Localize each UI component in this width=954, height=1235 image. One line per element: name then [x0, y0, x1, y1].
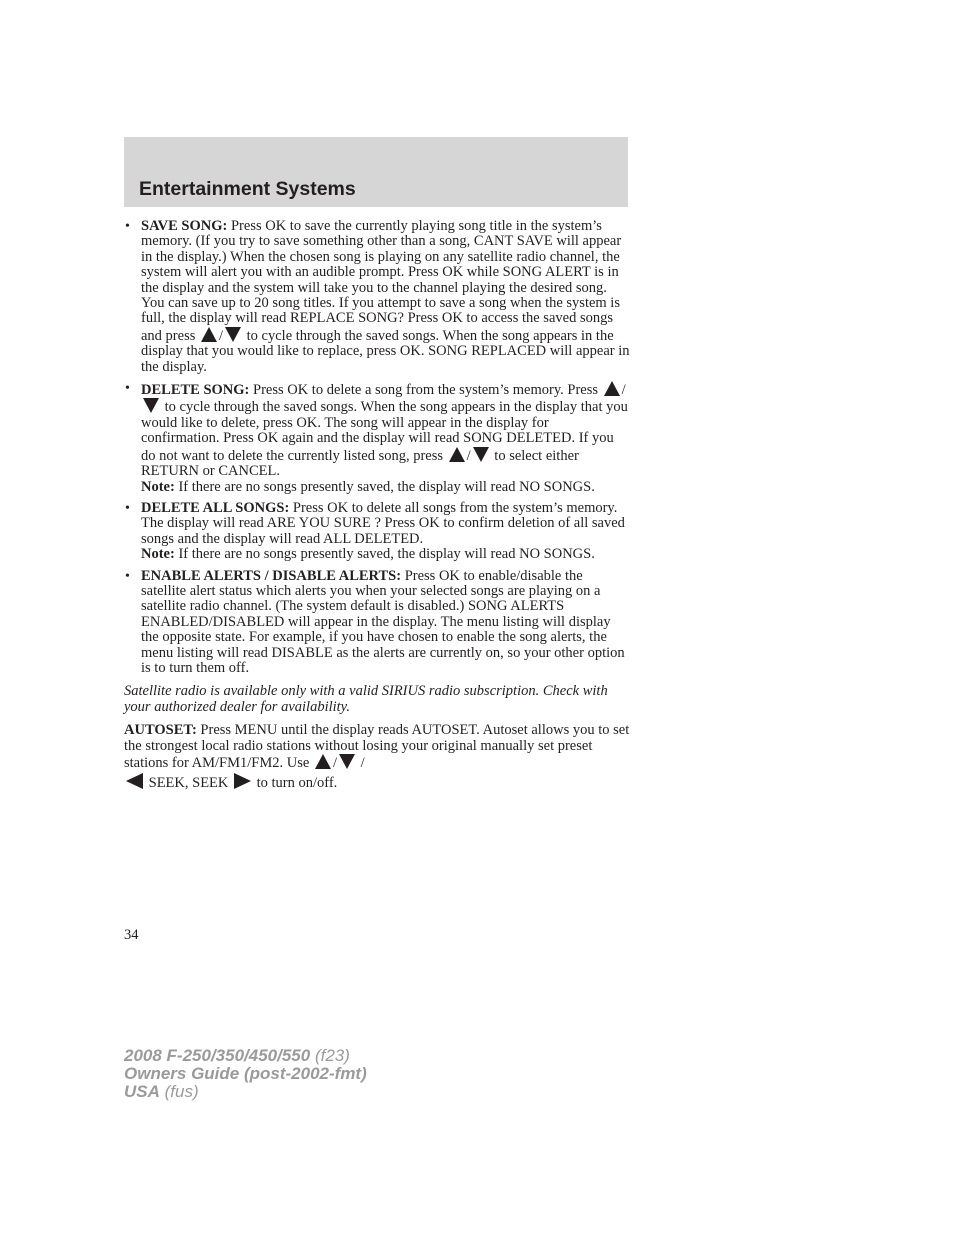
up-arrow-icon: [449, 447, 465, 462]
page-number: 34: [124, 927, 139, 943]
up-arrow-icon: [604, 381, 620, 396]
list-item-delete-all: [124, 501, 630, 563]
save-song-text-a: Press OK to save the currently playing song title in the system’s memory. (If you try to save something other than a song, CANT SAVE will appear in the display.) When the chosen song is playing on any satellite radio channel, the system will alert you with an audible prompt. Press OK while SONG ALERT is in the display and the system will take you to the channel playing the desired song. You can save up to 20 song titles. If you attempt to save a song when the system is full, the display will read REPLACE SONG? Press OK to access the saved songs and press: [141, 218, 622, 344]
section-header: [124, 137, 628, 207]
seek-text: SEEK, SEEK: [145, 775, 232, 792]
autoset-text-a: Press MENU until the display reads AUTOSET. Autoset allows you to set the strongest local radio stations without losing your original manually set preset stations for AM/FM1/FM2. Use: [124, 722, 630, 771]
footer-region-code: (fus): [159, 1082, 199, 1101]
delete-song-text-c: to select either RETURN or CANCEL.: [141, 447, 579, 480]
term-delete-all: DELETE ALL SONGS:: [141, 499, 290, 516]
down-arrow-icon: [143, 398, 159, 413]
note: [141, 480, 630, 495]
seek-right-icon: [234, 773, 251, 789]
up-arrow-icon: [201, 327, 217, 342]
separator: /: [466, 447, 471, 464]
separator: /: [360, 755, 365, 771]
page-content: [124, 219, 630, 792]
separator: /: [621, 382, 626, 399]
separator: /: [332, 755, 337, 771]
term-save-song: SAVE SONG:: [141, 218, 228, 234]
note-label: Note:: [141, 478, 175, 495]
note: [141, 547, 630, 562]
delete-song-text-a: Press OK to delete a song from the system’s memory. Press: [249, 382, 598, 399]
autoset-paragraph: [124, 723, 630, 792]
footer-line-1: [124, 1047, 367, 1065]
seek-left-icon: [126, 773, 143, 789]
footer-guide: Owners Guide (post-2002-fmt): [124, 1064, 367, 1083]
footer-line-3: [124, 1083, 367, 1101]
delete-all-text: Press OK to delete all songs from the system’s memory. The display will read ARE YOU SURE ? Press OK to confirm deletion of all saved songs and the display will read ALL DELETED.: [141, 499, 625, 547]
footer-code: (f23): [310, 1046, 350, 1065]
note-text: If there are no songs presently saved, the display will read NO SONGS.: [174, 478, 595, 495]
down-arrow-icon: [473, 447, 489, 462]
alerts-text: Press OK to enable/disable the satellite alert status which alerts you when your selected songs are playing on a satellite radio channel. (The system default is disabled.) SONG ALERTS ENABLED/DISABLED will appear in the display. The menu listing will display the opposite state. For example, if you have chosen to enable the song alerts, the menu listing will read DISABLE as the alerts are currently on, so your other option is to turn them off.: [141, 567, 625, 676]
availability-note: Satellite radio is available only with a valid SIRIUS radio subscription. Check with your authorized dealer for availability.: [124, 683, 608, 715]
term-delete-song: DELETE SONG:: [141, 382, 250, 399]
separator: /: [219, 327, 224, 344]
down-arrow-icon: [339, 754, 355, 769]
seek-line: [124, 773, 630, 791]
up-arrow-icon: [315, 754, 331, 769]
list-item-save-song: [124, 219, 630, 375]
list-item-delete-song: [124, 381, 630, 495]
note-text: If there are no songs presently saved, the display will read NO SONGS.: [174, 546, 595, 563]
note-label: Note:: [141, 546, 175, 563]
save-song-text-b: to cycle through the saved songs. When the song appears in the display that you would like to replace, press OK. SONG REPLACED will appear in the display.: [141, 327, 630, 375]
down-arrow-icon: [225, 327, 241, 342]
bullet-list: [124, 219, 630, 676]
section-title: Entertainment Systems: [139, 178, 356, 200]
autoset-text-b: to turn on/off.: [253, 775, 338, 792]
delete-song-text-b: to cycle through the saved songs. When the song appears in the display that you would like to delete, press OK. The song will appear in the display for confirmation. Press OK again and the display will read SONG DELETED. If you do not want to delete the currently listed song, press: [141, 399, 628, 464]
term-autoset: AUTOSET:: [124, 722, 197, 739]
footer: [124, 1047, 367, 1101]
term-alerts: ENABLE ALERTS / DISABLE ALERTS:: [141, 567, 402, 584]
footer-line-2: [124, 1065, 367, 1083]
footer-region: USA: [124, 1082, 160, 1101]
list-item-alerts: [124, 569, 630, 677]
footer-model: 2008 F-250/350/450/550: [124, 1046, 311, 1065]
